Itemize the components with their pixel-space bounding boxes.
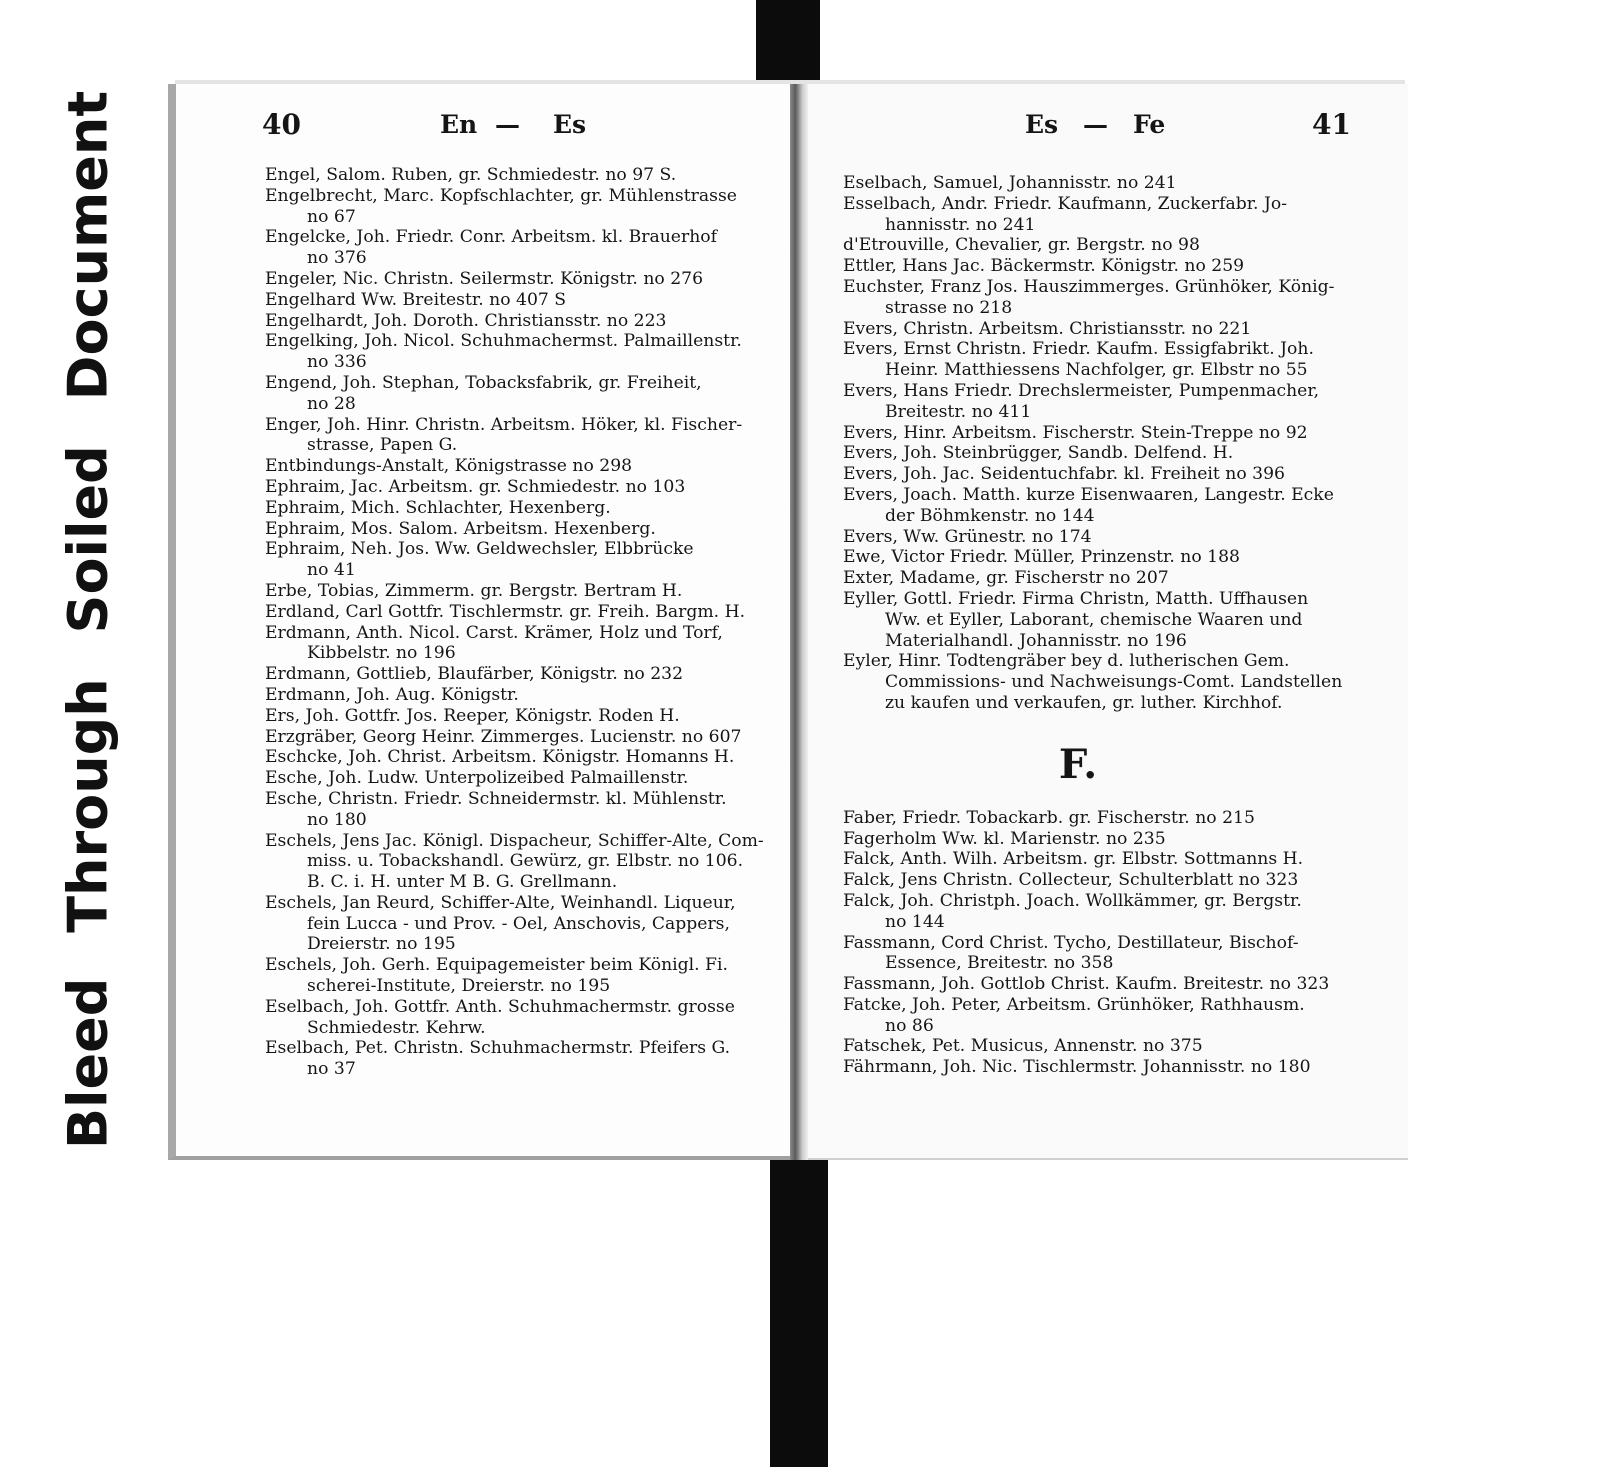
entry-line: Engelking, Joh. Nicol. Schuhmachermst. Palmaillenstr. [265, 331, 742, 352]
entry-line: Evers, Hinr. Arbeitsm. Fischerstr. Stein-Treppe no 92 [843, 422, 1308, 443]
entry-line: Ephraim, Mos. Salom. Arbeitsm. Hexenberg. [265, 518, 656, 539]
section-letter-heading: F. [1058, 740, 1098, 788]
entry-line: Eselbach, Samuel, Johannisstr. no 241 [843, 173, 1177, 193]
entry-continuation-line: der Böhmkenstr. no 144 [885, 505, 1095, 526]
directory-entry [265, 519, 775, 540]
entry-continuation-line: no 144 [885, 911, 945, 932]
directory-entry [843, 870, 1353, 891]
directory-entry [843, 933, 1353, 975]
entry-line: Ers, Joh. Gottfr. Jos. Reeper, Königstr. Roden H. [265, 705, 680, 726]
directory-entry [843, 974, 1353, 995]
right-header-start: Es [1025, 110, 1059, 139]
directory-entry [265, 311, 775, 332]
entry-continuation-line: scherei-Institute, Dreierstr. no 195 [307, 976, 611, 997]
entry-line: Eselbach, Joh. Gottfr. Anth. Schuhmachermstr. grosse [265, 996, 735, 1017]
directory-entry [265, 768, 775, 789]
directory-entry [843, 319, 1353, 340]
left-header-end: Es [553, 110, 587, 139]
side-label-text: Bleed Through Soiled Document [56, 90, 120, 1150]
entry-line: Evers, Christn. Arbeitsm. Christiansstr. no 221 [843, 318, 1252, 339]
entry-line: d'Etrouville, Chevalier, gr. Bergstr. no 98 [843, 235, 1200, 256]
directory-entry [843, 547, 1353, 568]
entry-continuation-line: fein Lucca - und Prov. - Oel, Anschovis, Cappers, [307, 913, 730, 934]
directory-entry [843, 277, 1353, 319]
entry-line: Faber, Friedr. Tobackarb. gr. Fischerstr. no 215 [843, 807, 1255, 828]
entry-line: Engelhard Ww. Breitestr. no 407 S [265, 289, 567, 310]
document-category-label [28, 90, 148, 1150]
entry-line: Erdland, Carl Gottfr. Tischlermstr. gr. Freih. Bargm. H. [265, 601, 746, 622]
entry-line: Fatcke, Joh. Peter, Arbeitsm. Grünhöker, Rathhausm. [843, 994, 1305, 1015]
directory-entry [843, 256, 1353, 277]
entry-continuation-line: no 67 [307, 206, 356, 227]
entry-line: Fatschek, Pet. Musicus, Annenstr. no 375 [843, 1036, 1203, 1057]
right-column-entries [843, 173, 1353, 1078]
entry-line: Engelbrecht, Marc. Kopfschlachter, gr. Mühlenstrasse [265, 185, 737, 206]
entry-line: Euchster, Franz Jos. Hauszimmerges. Grünhöker, König- [843, 276, 1335, 297]
entry-line: Eselbach, Pet. Christn. Schuhmachermstr. Pfeifers G. [265, 1038, 731, 1059]
directory-entry [843, 589, 1353, 651]
entry-line: Eyller, Gottl. Friedr. Firma Christn, Matth. Uffhausen [843, 588, 1309, 609]
entry-line: Evers, Ernst Christn. Friedr. Kaufm. Essigfabrikt. Joh. [843, 339, 1314, 360]
right-page-number: 41 [1312, 108, 1351, 141]
directory-entry [265, 955, 775, 997]
directory-entry [843, 443, 1353, 464]
entry-continuation-line: strasse, Papen G. [307, 435, 458, 456]
directory-entry [265, 831, 775, 893]
entry-line: Ephraim, Jac. Arbeitsm. gr. Schmiedestr. no 103 [265, 476, 686, 497]
directory-entry [843, 485, 1353, 527]
entry-continuation-line: Heinr. Matthiessens Nachfolger, gr. Elbstr no 55 [885, 360, 1308, 381]
directory-entry [265, 727, 775, 748]
directory-entry [843, 527, 1353, 548]
entry-line: Engel, Salom. Ruben, gr. Schmiedestr. no 97 S. [265, 165, 677, 185]
directory-entry [843, 464, 1353, 485]
entry-line: Erdmann, Gottlieb, Blaufärber, Königstr. no 232 [265, 664, 684, 685]
directory-entry [843, 423, 1353, 444]
directory-entry [265, 581, 775, 602]
left-column-entries [265, 165, 775, 1080]
entry-line: Entbindungs-Anstalt, Königstrasse no 298 [265, 456, 633, 477]
directory-entry [843, 1057, 1353, 1078]
entry-line: Ettler, Hans Jac. Bäckermstr. Königstr. no 259 [843, 256, 1245, 277]
directory-entry [265, 186, 775, 228]
entry-line: Erdmann, Joh. Aug. Königstr. [265, 684, 519, 705]
entry-line: Eyler, Hinr. Todtengräber bey d. lutherischen Gem. [843, 651, 1290, 672]
entry-continuation-line: Essence, Breitestr. no 358 [885, 953, 1114, 974]
entry-continuation-line: no 376 [307, 248, 367, 269]
directory-entry [265, 997, 775, 1039]
directory-entry [843, 829, 1353, 850]
entry-continuation-line: no 86 [885, 1015, 934, 1036]
directory-entry [265, 477, 775, 498]
entry-continuation-line: no 336 [307, 352, 367, 373]
directory-entry [265, 456, 775, 477]
directory-entry [265, 498, 775, 519]
entry-line: Enger, Joh. Hinr. Christn. Arbeitsm. Höker, kl. Fischer- [265, 414, 743, 435]
directory-entry [843, 651, 1353, 713]
directory-entry [265, 706, 775, 727]
binding-clip-top [756, 0, 820, 80]
left-header-start: En [440, 110, 478, 139]
entry-line: Evers, Joh. Jac. Seidentuchfabr. kl. Freiheit no 396 [843, 464, 1285, 485]
entry-continuation-line: Kibbelstr. no 196 [307, 643, 456, 664]
directory-entry [843, 808, 1353, 829]
entry-line: Erzgräber, Georg Heinr. Zimmerges. Lucienstr. no 607 [265, 726, 742, 747]
entry-line: Evers, Joach. Matth. kurze Eisenwaaren, Langestr. Ecke [843, 484, 1334, 505]
entry-line: Fährmann, Joh. Nic. Tischlermstr. Johannisstr. no 180 [843, 1057, 1311, 1078]
directory-entry [265, 602, 775, 623]
entry-continuation-line: no 37 [307, 1059, 356, 1080]
entry-line: Esche, Christn. Friedr. Schneidermstr. kl. Mühlenstr. [265, 788, 727, 809]
directory-entry [265, 685, 775, 706]
binding-clip-bottom [770, 1160, 828, 1467]
right-header-end: Fe [1133, 110, 1166, 139]
directory-entry [265, 789, 775, 831]
entry-line: Falck, Joh. Christph. Joach. Wollkämmer, gr. Bergstr. [843, 890, 1302, 911]
entry-line: Fagerholm Ww. kl. Marienstr. no 235 [843, 828, 1166, 849]
entry-line: Fassmann, Cord Christ. Tycho, Destillateur, Bischof- [843, 932, 1299, 953]
entry-line: Ephraim, Mich. Schlachter, Hexenberg. [265, 497, 611, 518]
entry-line: Esselbach, Andr. Friedr. Kaufmann, Zuckerfabr. Jo- [843, 193, 1288, 214]
entry-line: Eschels, Jens Jac. Königl. Dispacheur, Schiffer-Alte, Com- [265, 830, 764, 851]
entry-continuation-line: Materialhandl. Johannisstr. no 196 [885, 630, 1187, 651]
directory-entry [843, 1036, 1353, 1057]
directory-entry [843, 849, 1353, 870]
entry-line: Ewe, Victor Friedr. Müller, Prinzenstr. no 188 [843, 547, 1240, 568]
right-header-dash: — [1083, 110, 1108, 139]
directory-entry [265, 290, 775, 311]
entry-line: Engeler, Nic. Christn. Seilermstr. Königstr. no 276 [265, 268, 704, 289]
entry-continuation-line: Breitestr. no 411 [885, 401, 1032, 422]
entry-continuation-line: miss. u. Tobackshandl. Gewürz, gr. Elbstr. no 106. [307, 851, 744, 872]
directory-entry [265, 893, 775, 955]
entry-continuation-line: zu kaufen und verkaufen, gr. luther. Kirchhof. [885, 692, 1283, 713]
entry-line: Erdmann, Anth. Nicol. Carst. Krämer, Holz und Torf, [265, 622, 723, 643]
directory-entry [843, 194, 1353, 236]
entry-line: Exter, Madame, gr. Fischerstr no 207 [843, 568, 1169, 589]
directory-entry [843, 891, 1353, 933]
entry-line: Eschcke, Joh. Christ. Arbeitsm. Königstr. Homanns H. [265, 747, 735, 768]
entry-line: Fassmann, Joh. Gottlob Christ. Kaufm. Breitestr. no 323 [843, 974, 1330, 995]
book-spine [790, 84, 808, 1160]
entry-line: Engelhardt, Joh. Doroth. Christiansstr. no 223 [265, 310, 667, 331]
entry-line: Engend, Joh. Stephan, Tobacksfabrik, gr. Freiheit, [265, 372, 702, 393]
directory-entry [843, 339, 1353, 381]
left-page-number: 40 [262, 108, 301, 141]
directory-entry [265, 539, 775, 581]
entry-line: Erbe, Tobias, Zimmerm. gr. Bergstr. Bertram H. [265, 580, 683, 601]
entry-line: Falck, Jens Christn. Collecteur, Schulterblatt no 323 [843, 870, 1299, 891]
directory-entry [843, 995, 1353, 1037]
entry-line: Eschels, Jan Reurd, Schiffer-Alte, Weinhandl. Liqueur, [265, 892, 736, 913]
directory-entry [265, 664, 775, 685]
directory-entry [265, 331, 775, 373]
directory-entry [265, 1038, 775, 1080]
directory-entry [265, 415, 775, 457]
entry-line: Falck, Anth. Wilh. Arbeitsm. gr. Elbstr. Sottmanns H. [843, 849, 1304, 870]
entry-continuation-line: Schmiedestr. Kehrw. [307, 1017, 486, 1038]
entry-line: Esche, Joh. Ludw. Unterpolizeibed Palmaillenstr. [265, 768, 689, 789]
entry-continuation-line: hannisstr. no 241 [885, 214, 1036, 235]
entry-continuation-line: no 28 [307, 393, 356, 414]
entry-continuation-line: strasse no 218 [885, 297, 1013, 318]
entry-continuation-line: no 180 [307, 809, 367, 830]
entry-line: Eschels, Joh. Gerh. Equipagemeister beim Königl. Fi. [265, 955, 728, 976]
directory-entry [265, 269, 775, 290]
directory-entry [265, 227, 775, 269]
directory-entry [843, 235, 1353, 256]
directory-entry [843, 381, 1353, 423]
left-header-dash: — [495, 110, 520, 139]
directory-entry [265, 623, 775, 665]
directory-entry [265, 373, 775, 415]
entry-line: Evers, Ww. Grünestr. no 174 [843, 526, 1092, 547]
entry-continuation-line: no 41 [307, 560, 356, 581]
entry-line: Ephraim, Neh. Jos. Ww. Geldwechsler, Elbbrücke [265, 539, 694, 560]
entry-line: Engelcke, Joh. Friedr. Conr. Arbeitsm. kl. Brauerhof [265, 227, 717, 248]
directory-entry [843, 173, 1353, 194]
directory-entry [843, 568, 1353, 589]
entry-continuation-line: Ww. et Eyller, Laborant, chemische Waaren und [885, 609, 1303, 630]
entry-line: Evers, Hans Friedr. Drechslermeister, Pumpenmacher, [843, 380, 1320, 401]
entry-line: Evers, Joh. Steinbrügger, Sandb. Delfend. H. [843, 443, 1234, 464]
directory-entry [265, 747, 775, 768]
entry-continuation-line: Commissions- und Nachweisungs-Comt. Landstellen [885, 672, 1343, 693]
entry-continuation-line: B. C. i. H. unter M B. G. Grellmann. [307, 872, 618, 893]
directory-entry [265, 165, 775, 186]
entry-continuation-line: Dreierstr. no 195 [307, 934, 456, 955]
